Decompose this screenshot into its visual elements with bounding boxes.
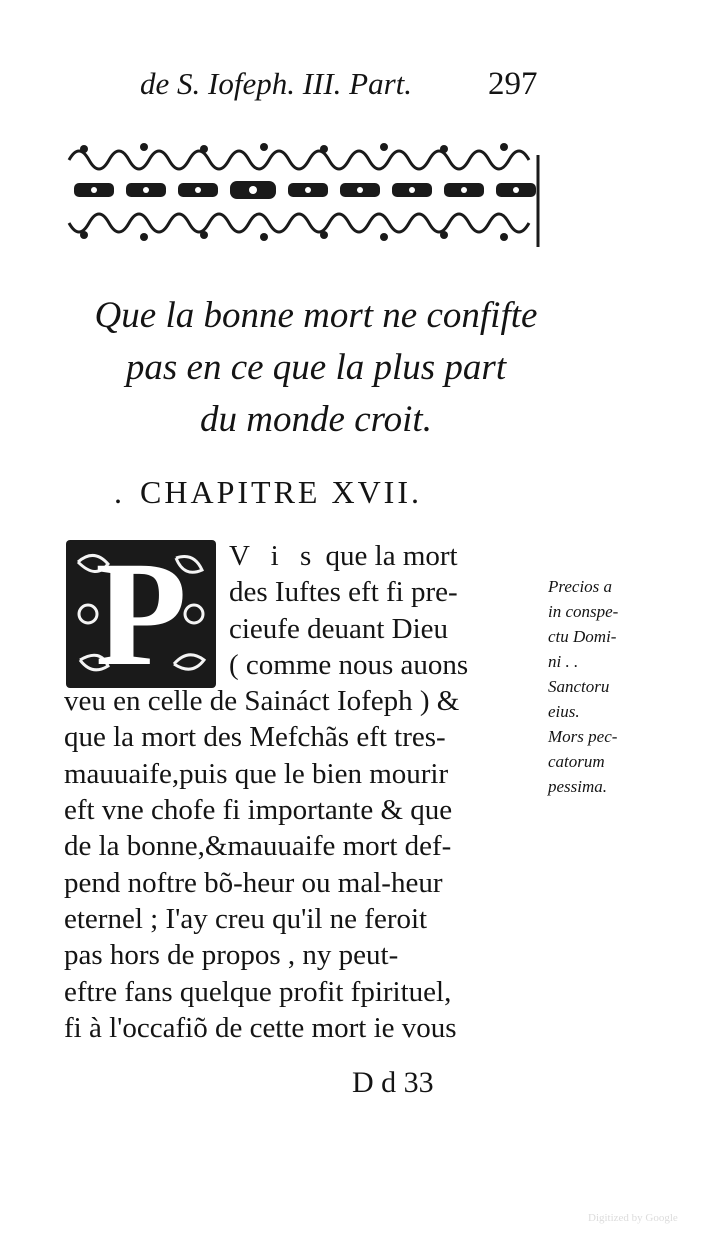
body-line: ( comme nous auons — [229, 648, 469, 681]
spaced-opening-word: V i s — [229, 540, 319, 572]
body-line — [64, 538, 544, 574]
margin-note-line: ctu Domi- — [548, 627, 617, 646]
body-line: veu en celle de Saináct Iofeph ) & — [64, 685, 460, 718]
body-line: cieufe deuant Dieu — [229, 612, 449, 645]
body-line: pas hors de propos , ny peut- — [64, 939, 399, 972]
drop-cap-letter: P — [95, 531, 187, 697]
page-number: 297 — [488, 66, 538, 102]
body-line: eft vne chofe fi importante & que — [64, 794, 453, 827]
margin-note-line: catorum — [548, 752, 605, 771]
body-line: de la bonne,&mauuaife mort def- — [64, 830, 452, 863]
margin-notes — [548, 574, 658, 799]
body-line: que la mort des Mefchãs eft tres- — [64, 721, 446, 754]
margin-note-line: pessima. — [548, 777, 608, 796]
body-line: mauuaife,puis que le bien mourir — [64, 757, 449, 790]
chapter-title-line: du monde croit. — [200, 399, 432, 440]
digitization-watermark: Digitized by Google — [588, 1212, 678, 1224]
chapter-title-line: pas en ce que la plus part — [125, 347, 507, 388]
chapter-title-line: Que la bonne mort ne confifte — [94, 295, 538, 336]
body-line: des Iuftes eft fi pre- — [229, 576, 458, 609]
margin-note-line: Precios a — [548, 577, 613, 596]
margin-note-line: in conspe- — [548, 602, 619, 621]
body-text — [64, 531, 544, 1046]
signature-mark: D d 33 — [352, 1066, 434, 1099]
margin-note-line: Sanctoru — [548, 677, 610, 696]
chapter-title — [76, 290, 556, 446]
body-line-rest: que la mort — [318, 540, 458, 572]
body-line: eternel ; I'ay creu qu'il ne feroit — [64, 902, 428, 935]
margin-note-line: Mors pec- — [548, 727, 618, 746]
chapter-heading: . CHAPITRE XVII. — [140, 474, 422, 511]
running-head: de S. Iofeph. III. Part. — [140, 66, 413, 101]
margin-note-line: eius. — [548, 702, 580, 721]
ornamental-headpiece — [64, 135, 544, 250]
body-line: fi à l'occafiõ de cette mort ie vous — [64, 1011, 457, 1044]
body-line: eftre fans quelque profit fpirituel, — [64, 975, 452, 1008]
margin-note-line: ni . . — [548, 652, 579, 671]
body-line: pend noftre bõ-heur ou mal-heur — [64, 866, 443, 899]
